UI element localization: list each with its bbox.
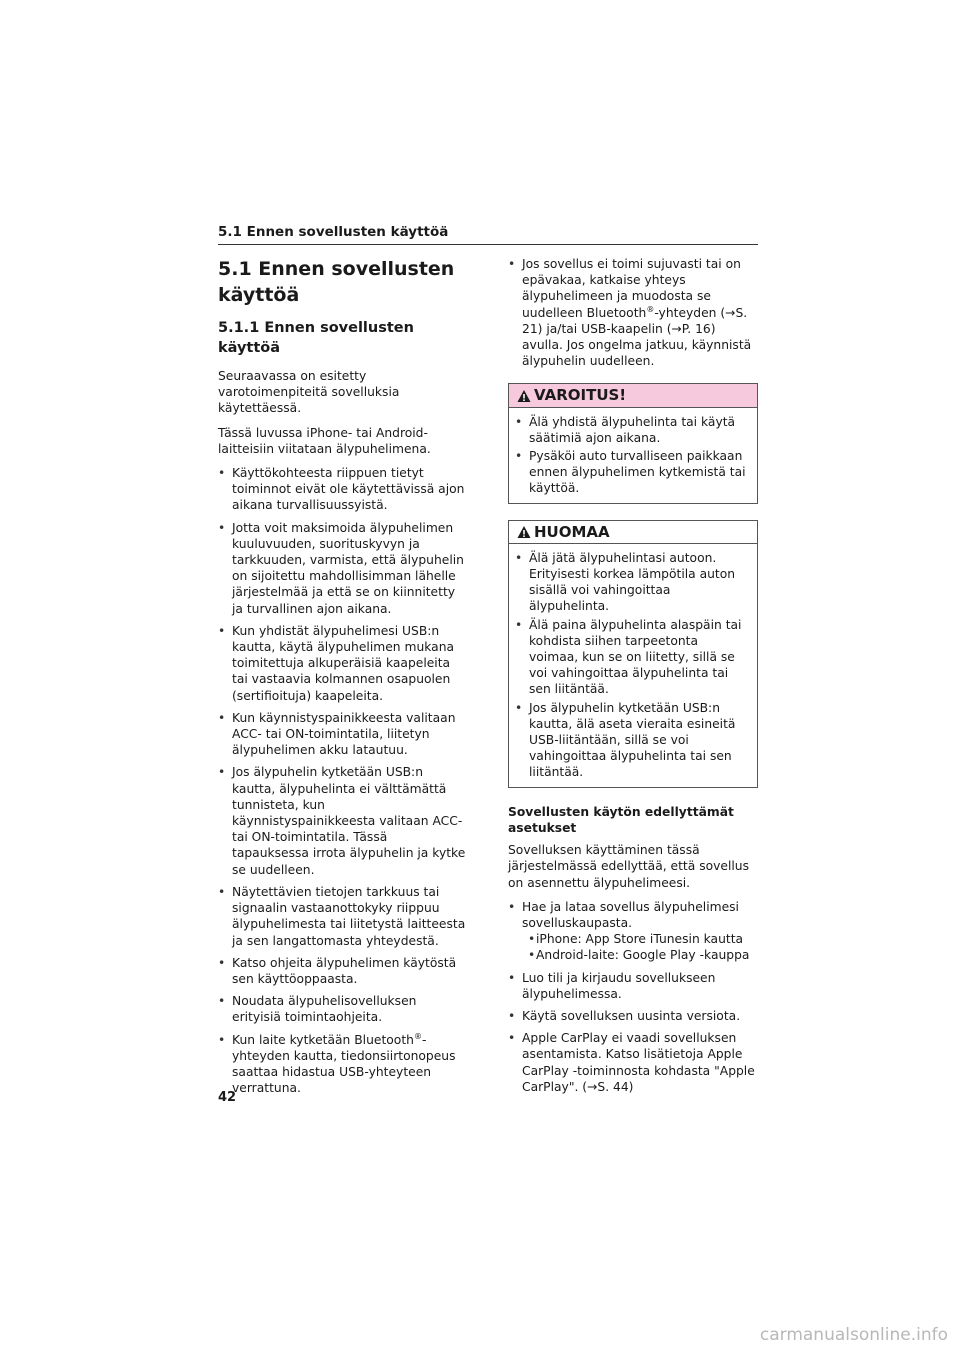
list-item: • Älä paina älypuhelinta alaspäin tai kohdista siihen tarpeetonta voimaa, kun se on liitetty, sillä se voi vahingoittaa älypuhelinta tai sen liitäntää. xyxy=(515,617,749,698)
list-item: • Noudata älypuhelisovelluksen erityisiä toimintaohjeita. xyxy=(218,993,466,1025)
list-item: • Apple CarPlay ei vaadi sovelluksen asentamista. Katso lisätietoja Apple CarPlay -toiminnosta kohdasta "Apple CarPlay". (→S. 44) xyxy=(508,1030,758,1095)
warning-icon xyxy=(517,389,531,403)
notice-header xyxy=(509,521,757,544)
list-item: • Jotta voit maksimoida älypuhelimen kuuluvuuden, suorituskyvyn ja tarkkuuden, varmista, että älypuhelin on sijoitettu mahdollisimman lähelle järjestelmää ja että se on kiinnitetty ja turvallinen ajon aikana. xyxy=(218,520,466,617)
list-item: • Älä yhdistä älypuhelinta tai käytä säätimiä ajon aikana. xyxy=(515,414,749,446)
intro-paragraph: Seuraavassa on esitetty varotoimenpiteitä sovelluksia käytettäessä. xyxy=(218,369,400,416)
list-item: • Älä jätä älypuhelintasi autoon. Erityisesti korkea lämpötila auton sisällä voi vahingoittaa älypuhelinta. xyxy=(515,550,749,615)
list-item: • Käyttökohteesta riippuen tietyt toiminnot eivät ole käytettävissä ajon aikana turvallisuussyistä. xyxy=(218,465,466,514)
list-item: • Katso ohjeita älypuhelimen käytöstä sen käyttöoppaasta. xyxy=(218,955,466,987)
notice-title: HUOMAA xyxy=(534,522,610,541)
intro-paragraph-2: Tässä luvussa iPhone- tai Android-laitteisiin viitataan älypuhelimena. xyxy=(218,425,431,456)
list-item: • Kun yhdistät älypuhelimesi USB:n kautta, käytä älypuhelimen mukana toimitettuja alkuperäisiä kaapeleita tai vastaavia kolmannen osapuolen (sertifioituja) kaapeleita. xyxy=(218,623,466,704)
left-column xyxy=(218,256,466,1102)
watermark: carmanualsonline.info xyxy=(759,1325,948,1345)
page-number: 42 xyxy=(218,1090,237,1105)
list-item: • Luo tili ja kirjaudu sovellukseen älypuhelimessa. xyxy=(508,970,758,1002)
list-item: • Hae ja lataa sovellus älypuhelimesi sovelluskaupasta. • iPhone: App Store iTunesin kautta • Android-laite: Google Play -kauppa xyxy=(508,899,758,964)
warning-header xyxy=(509,384,757,407)
sub-list-item: • iPhone: App Store iTunesin kautta xyxy=(528,931,758,947)
section-title: 5.1.1 Ennen sovellusten käyttöä xyxy=(218,320,414,356)
list-item: • Kun käynnistyspainikkeesta valitaan ACC- tai ON-toimintatila, liitetyn älypuhelimen akku latautuu. xyxy=(218,710,466,759)
list-item-reconnect: • Jos sovellus ei toimi sujuvasti tai on epävakaa, katkaise yhteys älypuhelimeen ja muodosta se uudelleen Bluetooth®-yhteyden (→S. 21) ja/tai USB-kaapelin (→P. 16) avulla. Jos ongelma jatkuu, käynnistä älypuhelin uudelleen. xyxy=(508,256,758,369)
chapter-title: 5.1 Ennen sovellusten käyttöä xyxy=(218,258,455,306)
sub-list-item: • Android-laite: Google Play -kauppa xyxy=(528,947,758,963)
list-item: • Käytä sovelluksen uusinta versiota. xyxy=(508,1008,758,1024)
list-item: • Näytettävien tietojen tarkkuus tai signaalin vastaanottokyky riippuu älypuhelimesta tai liitetystä laitteesta ja sen langattomasta yhteydestä. xyxy=(218,884,466,949)
warning-title: VAROITUS! xyxy=(534,386,627,405)
notice-list xyxy=(515,550,749,781)
right-column xyxy=(508,256,758,1101)
setup-list xyxy=(508,899,758,1095)
warning-box xyxy=(508,383,758,503)
list-item: • Jos älypuhelin kytketään USB:n kautta, älä aseta vieraita esineitä USB-liitäntään, sillä se voi vahingoittaa älypuhelinta tai sen liitäntää. xyxy=(515,700,749,781)
setup-subheading: Sovellusten käytön edellyttämät asetukset xyxy=(508,804,734,835)
running-header: 5.1 Ennen sovellusten käyttöä xyxy=(218,224,758,245)
precaution-list xyxy=(218,465,466,1096)
list-item-bluetooth: • Kun laite kytketään Bluetooth®-yhteyden kautta, tiedonsiirtonopeus saattaa hidastua USB-yhteyteen verrattuna. xyxy=(218,1032,466,1097)
notice-box xyxy=(508,520,758,788)
store-list xyxy=(522,931,758,963)
reconnect-list xyxy=(508,256,758,369)
warning-list xyxy=(515,414,749,497)
caution-icon xyxy=(517,525,531,539)
setup-intro: Sovelluksen käyttäminen tässä järjestelmässä edellyttää, että sovellus on asennettu älypuhelimeesi. xyxy=(508,843,750,890)
list-item: • Jos älypuhelin kytketään USB:n kautta, älypuhelinta ei välttämättä tunnisteta, kun käynnistyspainikkeesta valitaan ACC- tai ON-toimintatila. Tässä tapauksessa irrota älypuhelin ja kytke se uudelleen. xyxy=(218,764,466,877)
list-item: • Pysäköi auto turvalliseen paikkaan ennen älypuhelimen kytkemistä tai käyttöä. xyxy=(515,448,749,497)
